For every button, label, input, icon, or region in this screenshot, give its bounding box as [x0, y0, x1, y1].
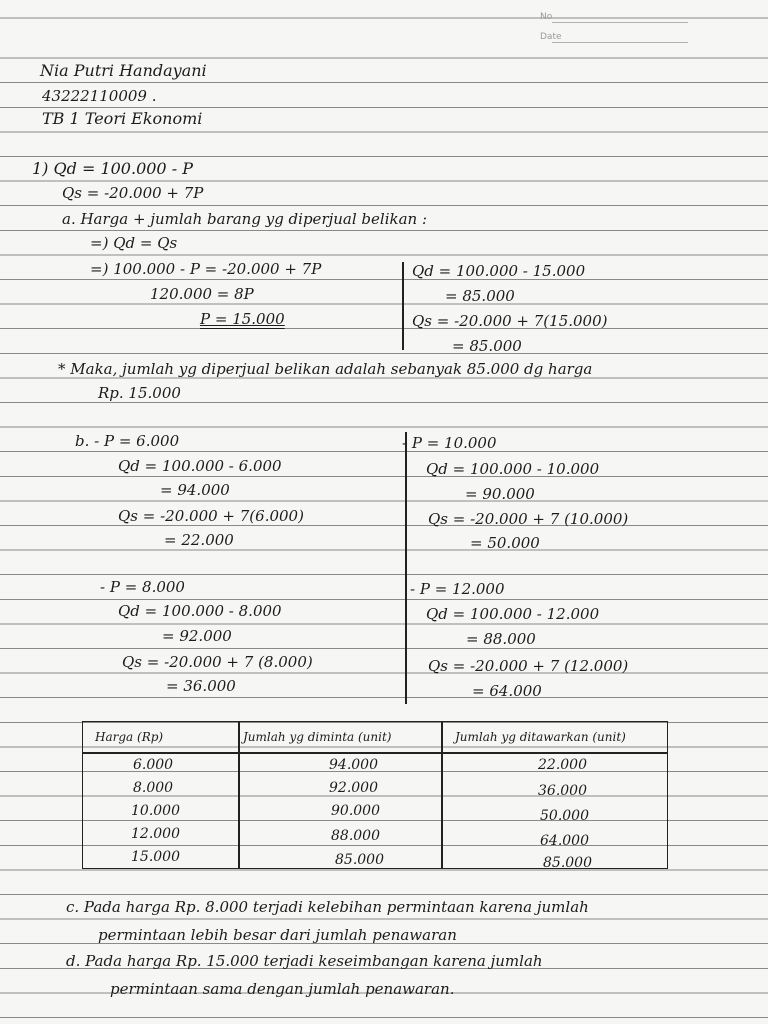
- table-column-divider-1: [238, 722, 240, 868]
- table-cell-price: 10.000: [131, 803, 180, 819]
- assignment-title: TB 1 Teori Ekonomi: [42, 109, 203, 128]
- equilibrium-step-1: =) 100.000 - P = -20.000 + 7P: [90, 260, 322, 278]
- table-cell-demand: 90.000: [331, 803, 380, 819]
- equilibrium-step-2: 120.000 = 8P: [150, 285, 254, 303]
- part-a-label: a. Harga + jumlah barang yg diperjual belikan :: [62, 210, 428, 228]
- author-name: Nia Putri Handayani: [40, 61, 207, 80]
- table-header-divider: [83, 752, 667, 754]
- table-cell-supply: 85.000: [543, 855, 592, 871]
- table-column-divider-2: [441, 722, 443, 868]
- summary-table: [82, 721, 668, 869]
- part-d-line-2: permintaan sama dengan jumlah penawaran.: [110, 980, 455, 998]
- header-no-label: No: [540, 12, 553, 22]
- b1-qs: Qs = -20.000 + 7(6.000): [118, 507, 304, 525]
- qs-substitution: Qs = -20.000 + 7(15.000): [412, 312, 608, 330]
- equilibrium-condition: =) Qd = Qs: [90, 234, 178, 252]
- b4-qd: Qd = 100.000 - 12.000: [426, 605, 600, 623]
- b4-qd-result: = 88.000: [466, 630, 536, 648]
- b3-qd: Qd = 100.000 - 8.000: [118, 602, 282, 620]
- b2-qd-result: = 90.000: [465, 485, 535, 503]
- qd-result: = 85.000: [445, 287, 515, 305]
- table-header-supply: Jumlah yg ditawarkan (unit): [455, 730, 626, 744]
- b2-qd: Qd = 100.000 - 10.000: [426, 460, 600, 478]
- divider-line-b: [405, 432, 407, 704]
- table-header-demand: Jumlah yg diminta (unit): [243, 730, 392, 744]
- table-cell-demand: 88.000: [331, 828, 380, 844]
- supply-equation: Qs = -20.000 + 7P: [62, 184, 204, 202]
- b1-qd-result: = 94.000: [160, 481, 230, 499]
- equilibrium-price: P = 15.000: [200, 310, 285, 328]
- b2-qs-result: = 50.000: [470, 534, 540, 552]
- b3-qs: Qs = -20.000 + 7 (8.000): [122, 653, 313, 671]
- header-date-line: [552, 42, 688, 43]
- table-cell-price: 15.000: [131, 849, 180, 865]
- part-c-line-2: permintaan lebih besar dari jumlah penawaran: [98, 926, 457, 944]
- b4-qs-result: = 64.000: [472, 682, 542, 700]
- qd-substitution: Qd = 100.000 - 15.000: [412, 262, 586, 280]
- table-cell-demand: 85.000: [335, 852, 384, 868]
- table-header-price: Harga (Rp): [95, 730, 164, 744]
- qs-result: = 85.000: [452, 337, 522, 355]
- b2-qs: Qs = -20.000 + 7 (10.000): [428, 510, 629, 528]
- table-cell-price: 8.000: [133, 780, 174, 796]
- header-no-line: [552, 22, 688, 23]
- b3-qs-result: = 36.000: [166, 677, 236, 695]
- b1-price: b. - P = 6.000: [75, 432, 180, 450]
- conclusion-line-2: Rp. 15.000: [98, 384, 181, 402]
- student-id: 43222110009 .: [42, 87, 157, 105]
- b4-qs: Qs = -20.000 + 7 (12.000): [428, 657, 629, 675]
- b3-price: - P = 8.000: [100, 578, 185, 596]
- table-cell-demand: 94.000: [329, 757, 378, 773]
- header-date-label: Date: [540, 32, 562, 42]
- table-cell-price: 6.000: [133, 757, 174, 773]
- table-cell-supply: 36.000: [538, 783, 587, 799]
- table-cell-supply: 50.000: [540, 808, 589, 824]
- table-cell-supply: 22.000: [538, 757, 587, 773]
- table-cell-demand: 92.000: [329, 780, 378, 796]
- b2-price: - P = 10.000: [402, 434, 497, 452]
- table-cell-supply: 64.000: [540, 833, 589, 849]
- table-cell-price: 12.000: [131, 826, 180, 842]
- b4-price: - P = 12.000: [410, 580, 505, 598]
- b1-qs-result: = 22.000: [164, 531, 234, 549]
- part-c-line-1: c. Pada harga Rp. 8.000 terjadi kelebihan permintaan karena jumlah: [66, 898, 589, 916]
- divider-line-a: [402, 262, 404, 350]
- demand-equation: 1) Qd = 100.000 - P: [32, 159, 193, 178]
- b3-qd-result: = 92.000: [162, 627, 232, 645]
- b1-qd: Qd = 100.000 - 6.000: [118, 457, 282, 475]
- conclusion-line-1: * Maka, jumlah yg diperjual belikan adalah sebanyak 85.000 dg harga: [58, 360, 593, 378]
- part-d-line-1: d. Pada harga Rp. 15.000 terjadi keseimbangan karena jumlah: [66, 952, 543, 970]
